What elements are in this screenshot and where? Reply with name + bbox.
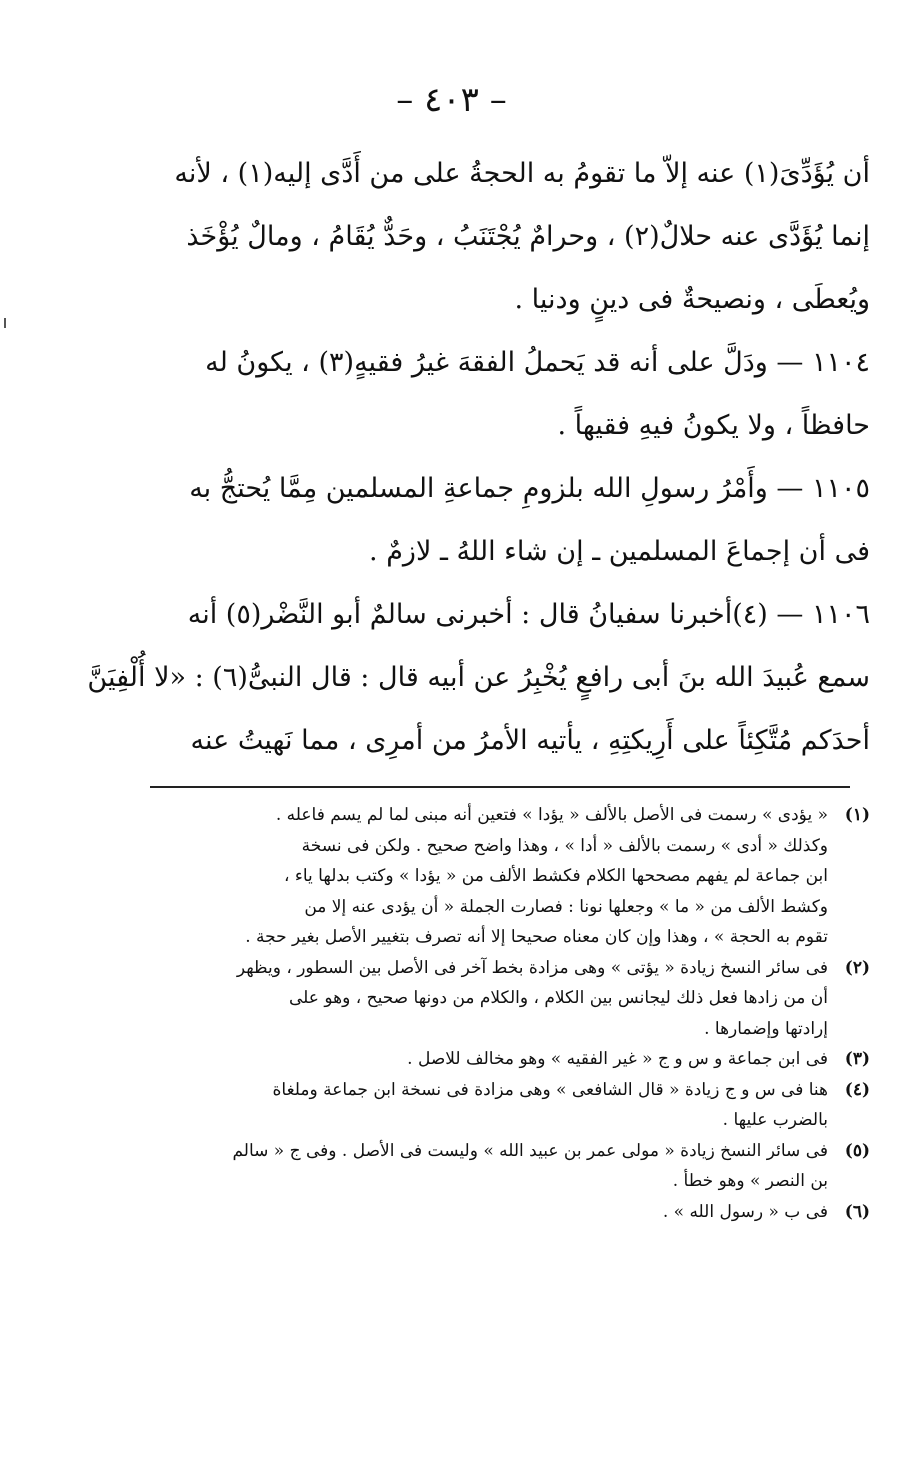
text-line: حافظاً ، ولا يكونُ فيهِ فقيهاً . (557, 410, 870, 441)
footnote-text: إرادتها وإضمارها . (704, 1018, 828, 1039)
footnote-text: « يؤدى » رسمت فى الأصل بالألف « يؤدا » فتعين أنه مبنى لما لم يسم فاعله . (275, 805, 828, 825)
footnote-5-cont (150, 1166, 870, 1197)
text-line: أن يُؤَدِّىَ(١) عنه إلاّ ما تقومُ به الحجةُ على من أَدَّى إليه(١) ، لأنه (174, 158, 870, 189)
text-line: أحدَكم مُتَّكِئاً على أَرِيكتِهِ ، يأتيه الأمرُ من أمرِى ، مما نَهيتُ عنه (190, 725, 870, 756)
footnote-text: فى ب « رسول الله » . (662, 1201, 828, 1222)
footnote-2-cont (150, 1014, 870, 1045)
footnote-text: فى ابن جماعة و س و ج « غير الفقيه » وهو مخالف للاصل . (407, 1049, 828, 1069)
footnote-1 (150, 800, 870, 831)
main-text (87, 142, 870, 772)
footnote-4-cont (150, 1105, 870, 1136)
footnote-6 (150, 1197, 870, 1228)
footnote-number: (٣) (844, 1049, 870, 1069)
footnote-divider (150, 786, 850, 788)
paragraph-1106-line: ١١٠٦ — (٤)أخبرنا سفيانُ قال : أخبرنى سالمٌ أبو النَّضْر(٥) أنه (187, 599, 870, 630)
text-line: فى أن إجماعَ المسلمين ـ إن شاء اللهُ ـ لازمٌ . (369, 536, 870, 567)
footnote-text: هنا فى س و ج زيادة « قال الشافعى » وهى مزادة فى نسخة ابن جماعة وملغاة (272, 1079, 828, 1100)
footnote-text: بالضرب عليها . (722, 1110, 828, 1130)
footnote-1-cont (150, 892, 870, 923)
footnote-text: فى سائر النسخ زيادة « يؤتى » وهى مزادة بخط آخر فى الأصل بين السطور ، ويظهر (236, 957, 828, 978)
footnote-number: (١) (844, 805, 870, 825)
footnote-5 (150, 1136, 870, 1167)
footnote-number: (٥) (844, 1140, 870, 1161)
text-line: سمع عُبيدَ الله بنَ أبى رافعٍ يُخْبِرُ عن أبيه قال : قال النبىُّ(٦) : «لا أُلْفِيَنَّ (87, 662, 870, 693)
page-number: – ٤٠٣ – (396, 80, 507, 120)
footnote-text: أن من زادها فعل ذلك ليجانس بين الكلام ، والكلام من دونها صحيح ، وهو على (289, 988, 828, 1008)
scan-mark (4, 318, 6, 328)
footnote-number: (٤) (844, 1079, 870, 1100)
footnote-2 (150, 953, 870, 984)
paragraph-1105-line: ١١٠٥ — وأَمْرُ رسولِ الله بلزومِ جماعةِ المسلمين مِمَّا يُحتجُّ به (189, 473, 870, 504)
footnote-4 (150, 1075, 870, 1106)
footnote-3 (150, 1044, 870, 1075)
text-line: إنما يُؤَدَّى عنه حلالٌ(٢) ، وحرامٌ يُجْتَنَبُ ، وحَدٌّ يُقَامُ ، ومالٌ يُؤْخَذ (186, 221, 870, 252)
footnote-text: تقوم به الحجة » ، وهذا وإن كان معناه صحيحا إلا أنه تصرف بتغيير الأصل بغير حجة . (245, 927, 828, 947)
text-line: ويُعطَى ، ونصيحةٌ فى دينٍ ودنيا . (514, 284, 870, 315)
footnote-1-cont (150, 861, 870, 892)
footnote-2-cont (150, 983, 870, 1014)
footnote-text: فى سائر النسخ زيادة « مولى عمر بن عبيد الله » وليست فى الأصل . وفى ج « سالم (232, 1140, 828, 1161)
footnote-text: ابن جماعة لم يفهم مصححها الكلام فكشط الألف من « يؤدا » وكتب بدلها ياء ، (283, 866, 828, 886)
footnote-text: وكشط الألف من « ما » وجعلها نونا : فصارت الجملة « أن يؤدى عنه إلا من (304, 896, 828, 917)
paragraph-1104-line: ١١٠٤ — ودَلَّ على أنه قد يَحملُ الفقهَ غيرُ فقيهٍ(٣) ، يكونُ له (205, 347, 870, 378)
footnote-1-cont (150, 922, 870, 953)
footnote-number: (٢) (844, 957, 870, 978)
footnote-1-cont (150, 831, 870, 862)
footnotes (150, 800, 870, 1227)
footnote-text: بن النصر » وهو خطأ . (672, 1171, 828, 1191)
footnote-number: (٦) (844, 1201, 870, 1222)
footnote-text: وكذلك « أدى » رسمت بالألف « أدا » ، وهذا واضح صحيح . ولكن فى نسخة (301, 835, 828, 856)
